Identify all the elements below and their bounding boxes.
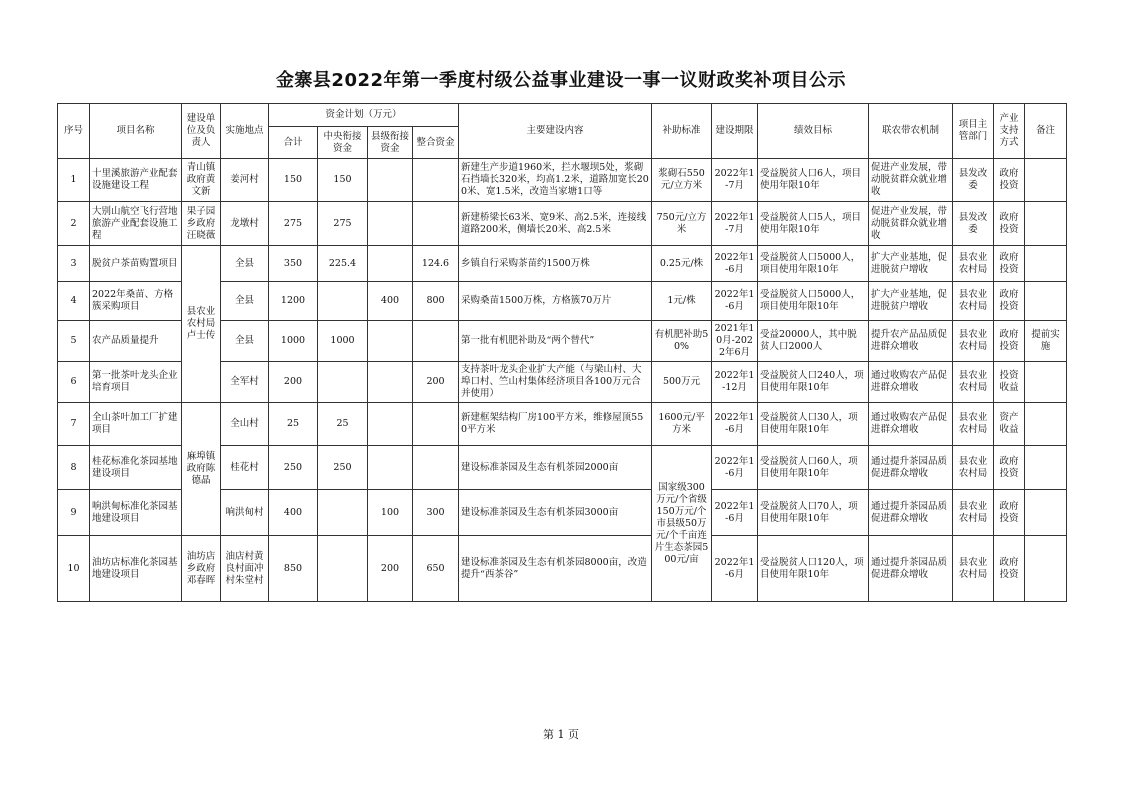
page-number: 第 1 页 [543, 728, 579, 741]
cell-county [368, 246, 413, 282]
cell-seq: 6 [58, 362, 90, 403]
project-table [57, 103, 1067, 602]
cell-goal: 受益脱贫人口5000人，项目使用年限10年 [758, 246, 869, 282]
cell-county: 200 [368, 536, 413, 602]
col-seq: 序号 [58, 104, 90, 159]
cell-remark [1025, 536, 1067, 602]
table-row [58, 159, 1067, 202]
cell-remark [1025, 446, 1067, 490]
cell-mechanism: 扩大产业基地，促进脱贫户增收 [869, 282, 953, 321]
cell-location: 桂花村 [221, 446, 269, 490]
cell-goal: 受益脱贫人口240人，项目使用年限10年 [758, 362, 869, 403]
cell-dept: 县农业农村局 [953, 282, 994, 321]
cell-central: 1000 [318, 321, 368, 362]
cell-mechanism: 扩大产业基地，促进脱贫户增收 [869, 246, 953, 282]
cell-period: 2022年1-6月 [712, 536, 758, 602]
table-row [58, 536, 1067, 602]
cell-content: 建设标准茶园及生态有机茶园8000亩，改造提升“西茶谷” [459, 536, 652, 602]
cell-remark [1025, 202, 1067, 246]
cell-remark: 提前实施 [1025, 321, 1067, 362]
cell-content: 采购桑苗1500万株，方格簇70万片 [459, 282, 652, 321]
cell-period: 2022年1-6月 [712, 446, 758, 490]
cell-seq: 7 [58, 403, 90, 446]
cell-integrated: 200 [413, 362, 459, 403]
cell-standard: 500万元 [652, 362, 712, 403]
cell-name: 十里溪旅游产业配套设施建设工程 [90, 159, 182, 202]
cell-name: 第一批茶叶龙头企业培育项目 [90, 362, 182, 403]
cell-owner: 县农业农村局卢士传 [182, 246, 221, 403]
cell-integrated [413, 159, 459, 202]
cell-county [368, 446, 413, 490]
cell-location: 全县 [221, 246, 269, 282]
cell-county [368, 403, 413, 446]
col-mechanism: 联农带农机制 [869, 104, 953, 159]
cell-period: 2022年1-6月 [712, 403, 758, 446]
cell-location: 龙墩村 [221, 202, 269, 246]
cell-central: 250 [318, 446, 368, 490]
cell-period: 2022年1-7月 [712, 202, 758, 246]
cell-total: 850 [269, 536, 318, 602]
cell-remark [1025, 490, 1067, 536]
cell-location: 油店村黄良村面冲村朱堂村 [221, 536, 269, 602]
cell-dept: 县农业农村局 [953, 321, 994, 362]
cell-name: 农产品质量提升 [90, 321, 182, 362]
cell-county [368, 362, 413, 403]
cell-central [318, 282, 368, 321]
cell-remark [1025, 403, 1067, 446]
col-county: 县级衔接资金 [368, 127, 413, 159]
cell-goal: 受益脱贫人口30人，项目使用年限10年 [758, 403, 869, 446]
cell-mechanism: 通过提升茶园品质促进群众增收 [869, 490, 953, 536]
cell-central: 25 [318, 403, 368, 446]
cell-support: 政府投资 [994, 446, 1025, 490]
cell-total: 25 [269, 403, 318, 446]
col-fund-plan: 资金计划（万元） [269, 104, 459, 127]
cell-period: 2021年10月-2022年6月 [712, 321, 758, 362]
cell-remark [1025, 362, 1067, 403]
cell-total: 200 [269, 362, 318, 403]
cell-remark [1025, 282, 1067, 321]
cell-support: 政府投资 [994, 246, 1025, 282]
cell-seq: 2 [58, 202, 90, 246]
cell-central: 150 [318, 159, 368, 202]
cell-integrated: 650 [413, 536, 459, 602]
cell-goal: 受益脱贫人口70人，项目使用年限10年 [758, 490, 869, 536]
cell-county: 400 [368, 282, 413, 321]
cell-goal: 受益脱贫人口6人，项目使用年限10年 [758, 159, 869, 202]
cell-support: 政府投资 [994, 321, 1025, 362]
cell-dept: 县农业农村局 [953, 536, 994, 602]
cell-name: 桂花标准化茶园基地建设项目 [90, 446, 182, 490]
cell-dept: 县发改委 [953, 202, 994, 246]
cell-location: 响洪甸村 [221, 490, 269, 536]
cell-name: 2022年桑苗、方格簇采购项目 [90, 282, 182, 321]
cell-central: 275 [318, 202, 368, 246]
cell-dept: 县农业农村局 [953, 490, 994, 536]
cell-total: 400 [269, 490, 318, 536]
cell-seq: 1 [58, 159, 90, 202]
col-goal: 绩效目标 [758, 104, 869, 159]
cell-seq: 4 [58, 282, 90, 321]
cell-goal: 受益脱贫人口60人，项目使用年限10年 [758, 446, 869, 490]
cell-mechanism: 通过提升茶园品质促进群众增收 [869, 446, 953, 490]
cell-standard: 浆砌石550元/立方米 [652, 159, 712, 202]
cell-total: 1000 [269, 321, 318, 362]
cell-integrated [413, 446, 459, 490]
cell-owner: 油坊店乡政府邓春晖 [182, 536, 221, 602]
cell-dept: 县农业农村局 [953, 362, 994, 403]
cell-location: 全县 [221, 282, 269, 321]
cell-support: 政府投资 [994, 490, 1025, 536]
cell-goal: 受益20000人，其中脱贫人口2000人 [758, 321, 869, 362]
cell-support: 投资收益 [994, 362, 1025, 403]
col-owner: 建设单位及负责人 [182, 104, 221, 159]
cell-owner: 果子园乡政府汪晓薇 [182, 202, 221, 246]
table-row [58, 403, 1067, 446]
col-central: 中央衔接资金 [318, 127, 368, 159]
cell-integrated [413, 321, 459, 362]
cell-mechanism: 提升农产品品质促进群众增收 [869, 321, 953, 362]
page-title: 金寨县2022年第一季度村级公益事业建设一事一议财政奖补项目公示 [275, 70, 847, 91]
cell-period: 2022年1-7月 [712, 159, 758, 202]
cell-support: 政府投资 [994, 202, 1025, 246]
cell-total: 250 [269, 446, 318, 490]
cell-mechanism: 通过收购农产品促进群众增收 [869, 403, 953, 446]
cell-standard: 国家级300万元/个省级150万元/个市县级50万元/个千亩连片生态茶园500元/亩 [652, 446, 712, 602]
cell-owner: 青山镇政府黄文新 [182, 159, 221, 202]
cell-central [318, 362, 368, 403]
cell-name: 响洪甸标准化茶园基地建设项目 [90, 490, 182, 536]
cell-mechanism: 通过提升茶园品质促进群众增收 [869, 536, 953, 602]
cell-integrated [413, 202, 459, 246]
cell-central: 225.4 [318, 246, 368, 282]
cell-seq: 8 [58, 446, 90, 490]
cell-support: 政府投资 [994, 159, 1025, 202]
col-period: 建设期限 [712, 104, 758, 159]
col-content: 主要建设内容 [459, 104, 652, 159]
cell-dept: 县发改委 [953, 159, 994, 202]
cell-name: 大别山航空飞行营地旅游产业配套设施工程 [90, 202, 182, 246]
cell-integrated: 124.6 [413, 246, 459, 282]
cell-goal: 受益脱贫人口120人，项目使用年限10年 [758, 536, 869, 602]
cell-seq: 5 [58, 321, 90, 362]
cell-mechanism: 促进产业发展，带动脱贫群众就业增收 [869, 159, 953, 202]
cell-content: 新建桥梁长63米、宽9米、高2.5米，连接线道路200米，侧墙长20米、高2.5米 [459, 202, 652, 246]
cell-standard: 1600元/平方米 [652, 403, 712, 446]
cell-content: 新建框架结构厂房100平方米，维修屋顶550平方米 [459, 403, 652, 446]
cell-owner: 麻埠镇政府陈德晶 [182, 403, 221, 536]
cell-name: 脱贫户茶苗购置项目 [90, 246, 182, 282]
col-location: 实施地点 [221, 104, 269, 159]
cell-location: 全军村 [221, 362, 269, 403]
cell-dept: 县农业农村局 [953, 246, 994, 282]
table-row [58, 246, 1067, 282]
cell-mechanism: 通过收购农产品促进群众增收 [869, 362, 953, 403]
cell-county: 100 [368, 490, 413, 536]
cell-integrated: 800 [413, 282, 459, 321]
table-row [58, 202, 1067, 246]
cell-standard: 0.25元/株 [652, 246, 712, 282]
cell-total: 350 [269, 246, 318, 282]
col-standard: 补助标准 [652, 104, 712, 159]
cell-goal: 受益脱贫人口5000人，项目使用年限10年 [758, 282, 869, 321]
cell-standard: 1元/株 [652, 282, 712, 321]
cell-content: 建设标准茶园及生态有机茶园2000亩 [459, 446, 652, 490]
cell-seq: 10 [58, 536, 90, 602]
col-total: 合计 [269, 127, 318, 159]
col-integrated: 整合资金 [413, 127, 459, 159]
cell-dept: 县农业农村局 [953, 403, 994, 446]
cell-county [368, 159, 413, 202]
cell-goal: 受益脱贫人口5人，项目使用年限10年 [758, 202, 869, 246]
cell-name: 全山茶叶加工厂扩建项目 [90, 403, 182, 446]
cell-remark [1025, 246, 1067, 282]
cell-period: 2022年1-12月 [712, 362, 758, 403]
cell-period: 2022年1-6月 [712, 490, 758, 536]
cell-integrated [413, 403, 459, 446]
cell-standard: 750元/立方米 [652, 202, 712, 246]
cell-total: 1200 [269, 282, 318, 321]
cell-content: 新建生产步道1960米，拦水堰坝5处，浆砌石挡墙长320米，均高1.2米，道路加宽长200米、宽1.5米，改造当家塘1口等 [459, 159, 652, 202]
cell-location: 全县 [221, 321, 269, 362]
cell-central [318, 536, 368, 602]
col-remark: 备注 [1025, 104, 1067, 159]
cell-mechanism: 促进产业发展，带动脱贫群众就业增收 [869, 202, 953, 246]
cell-total: 275 [269, 202, 318, 246]
cell-location: 全山村 [221, 403, 269, 446]
cell-location: 姜河村 [221, 159, 269, 202]
cell-content: 乡镇自行采购茶苗约1500万株 [459, 246, 652, 282]
cell-content: 建设标准茶园及生态有机茶园3000亩 [459, 490, 652, 536]
cell-support: 政府投资 [994, 536, 1025, 602]
cell-integrated: 300 [413, 490, 459, 536]
cell-dept: 县农业农村局 [953, 446, 994, 490]
cell-standard: 有机肥补助50% [652, 321, 712, 362]
col-name: 项目名称 [90, 104, 182, 159]
cell-seq: 9 [58, 490, 90, 536]
cell-content: 支持茶叶龙头企业扩大产能（与梁山村、大埠口村、竺山村集体经济项目各100万元合并使用） [459, 362, 652, 403]
col-support: 产业支持方式 [994, 104, 1025, 159]
cell-remark [1025, 159, 1067, 202]
cell-county [368, 202, 413, 246]
col-dept: 项目主管部门 [953, 104, 994, 159]
cell-total: 150 [269, 159, 318, 202]
cell-central [318, 490, 368, 536]
header-row-1 [58, 104, 1067, 127]
cell-name: 油坊店标准化茶园基地建设项目 [90, 536, 182, 602]
cell-period: 2022年1-6月 [712, 282, 758, 321]
cell-county [368, 321, 413, 362]
cell-period: 2022年1-6月 [712, 246, 758, 282]
cell-content: 第一批有机肥补助及“两个替代” [459, 321, 652, 362]
cell-support: 政府投资 [994, 282, 1025, 321]
cell-seq: 3 [58, 246, 90, 282]
cell-support: 资产收益 [994, 403, 1025, 446]
